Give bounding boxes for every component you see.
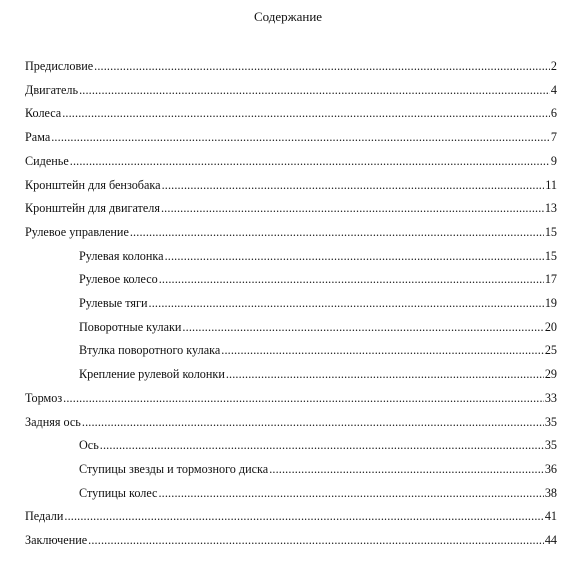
dot-leader	[62, 105, 550, 121]
toc-entry-page: 17	[544, 272, 557, 287]
dot-leader	[51, 129, 550, 145]
toc-entry	[25, 177, 557, 193]
toc-entry-page: 33	[544, 390, 557, 405]
toc-entry-title: Ступицы звезды и тормозного диска	[79, 461, 269, 476]
dot-leader	[64, 508, 543, 524]
toc-entry	[25, 82, 557, 98]
toc-entry-title: Колеса	[25, 106, 62, 121]
toc-subentry	[79, 437, 557, 453]
toc-entry-title: Заключение	[25, 533, 88, 547]
toc-entry	[25, 153, 557, 169]
toc-entry-title: Педали	[25, 509, 64, 524]
dot-leader	[159, 271, 544, 287]
toc-entry-title: Втулка поворотного кулака	[79, 343, 221, 358]
toc-subentry	[79, 271, 557, 287]
toc-entry-page: 15	[544, 224, 557, 239]
dot-leader	[88, 532, 544, 548]
dot-leader	[100, 437, 544, 453]
dot-leader	[158, 485, 543, 501]
toc-entry	[25, 58, 557, 74]
toc-entry	[25, 200, 557, 216]
dot-leader	[94, 58, 550, 74]
toc-entry	[25, 129, 557, 145]
dot-leader	[82, 414, 544, 430]
toc-entry-title: Двигатель	[25, 82, 79, 97]
dot-leader	[165, 248, 544, 264]
toc-entry	[25, 224, 557, 240]
toc-entry-page: 9	[550, 153, 557, 168]
dot-leader	[149, 295, 544, 311]
dot-leader	[182, 319, 543, 335]
toc-entry-page: 29	[544, 367, 557, 382]
toc-entry-title: Рулевые тяги	[79, 296, 148, 310]
toc-entry-page: 7	[550, 130, 557, 145]
dot-leader	[221, 342, 544, 358]
dot-leader	[162, 177, 545, 193]
toc-entry-title: Кронштейн для двигателя	[25, 201, 160, 216]
dot-leader	[130, 224, 544, 240]
toc-entry-page: 25	[544, 343, 557, 358]
toc-entry-title: Рулевое управление	[25, 224, 129, 239]
toc-entry-page: 36	[544, 461, 557, 476]
toc-subentry	[79, 248, 557, 264]
toc-entry-page: 15	[544, 248, 557, 263]
dot-leader	[70, 153, 550, 169]
toc-entry-page: 44	[544, 533, 557, 547]
toc-entry	[25, 532, 557, 548]
toc-entry	[25, 390, 557, 406]
toc-entry-page: 38	[544, 485, 557, 500]
toc-subentry	[79, 342, 557, 358]
toc-entry-title: Рулевая колонка	[79, 248, 164, 263]
dot-leader	[79, 82, 550, 98]
toc-entry-title: Рама	[25, 130, 51, 145]
toc-entry-title: Задняя ось	[25, 414, 81, 429]
dot-leader	[63, 390, 544, 406]
toc-title: Содержание	[253, 9, 323, 24]
toc-subentry	[79, 319, 557, 335]
toc-entry-title: Кронштейн для бензобака	[25, 177, 161, 192]
toc-entry-page: 2	[550, 59, 557, 73]
toc-entry-page: 35	[544, 438, 557, 453]
toc-entry	[25, 105, 557, 121]
toc-subentry	[79, 295, 557, 311]
toc-entry-page: 35	[544, 414, 557, 429]
toc-entry	[25, 414, 557, 430]
toc-entry-page: 6	[550, 106, 557, 121]
toc-subentry	[79, 366, 557, 382]
toc-entry-page: 13	[544, 201, 557, 216]
toc-entry-title: Крепление рулевой колонки	[79, 367, 225, 382]
toc-entry-title: Поворотные кулаки	[79, 319, 182, 334]
toc-entry-title: Ось	[79, 438, 99, 453]
toc-entry-title: Предисловие	[25, 59, 94, 73]
toc-subentry	[79, 461, 557, 477]
dot-leader	[226, 366, 544, 382]
toc-entry-page: 4	[550, 82, 557, 97]
toc-entry-page: 20	[544, 319, 557, 334]
toc-entry-title: Ступицы колес	[79, 485, 158, 500]
dot-leader	[269, 461, 544, 477]
toc-entry-page: 11	[545, 177, 557, 192]
toc-entry-title: Тормоз	[25, 390, 63, 405]
toc-entry-title: Рулевое колесо	[79, 272, 158, 287]
toc-entry-page: 41	[544, 509, 557, 524]
toc-entry-page: 19	[544, 296, 557, 310]
toc-subentry	[79, 485, 557, 501]
toc-entry	[25, 508, 557, 524]
dot-leader	[161, 200, 544, 216]
toc-entry-title: Сиденье	[25, 153, 69, 168]
